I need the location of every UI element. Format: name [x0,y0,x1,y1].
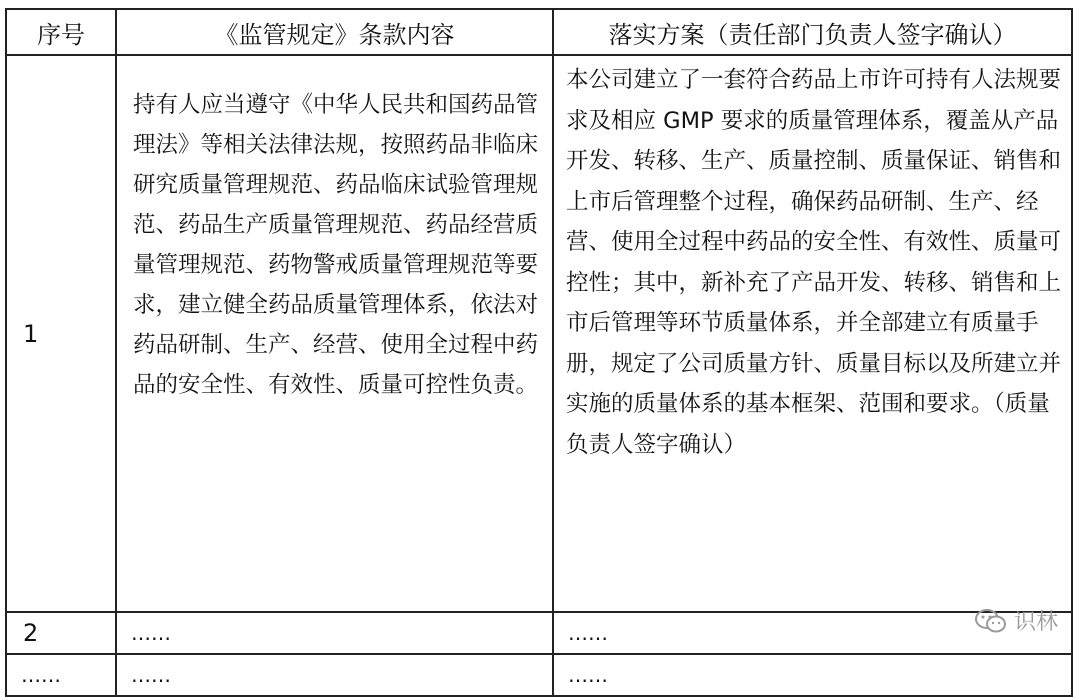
header-index: 序号 [6,9,116,55]
watermark-text: 识林 [1013,610,1058,635]
row-index-cell: 2 [6,612,116,654]
watermark [974,605,1058,636]
regulation-table [5,8,1073,697]
regulation-text-cell: …… [116,612,553,654]
header-regulation: 《监管规定》条款内容 [116,9,553,55]
table-row [6,55,1072,612]
plan-text-cell: 本公司建立了一套符合药品上市许可持有人法规要求及相应 GMP 要求的质量管理体系，覆盖从产品开发、转移、生产、质量控制、质量保证、销售和上市后管理整个过程，确保药品研制、生产、经营、使用全过程中药品的安全性、有效性、质量可控性；其中，新补充了产品开发、转移、销售和上市后管理等环节质量体系，并全部建立有质量手册，规定了公司质量方针、质量目标以及所建立并实施的质量体系的基本框架、范围和要求。（质量负责人签字确认） [553,55,1072,612]
row-index-cell: 1 [6,55,116,612]
table-header-row [6,9,1072,55]
plan-text-cell: …… [553,612,1072,654]
table-row [6,612,1072,654]
table-row [6,654,1072,696]
row-index-cell: …… [6,654,116,696]
regulation-text-cell: …… [116,654,553,696]
regulation-table-container [5,8,1071,697]
plan-text-cell: …… [553,654,1072,696]
wechat-icon [974,608,1008,634]
regulation-text-cell: 持有人应当遵守《中华人民共和国药品管理法》等相关法律法规，按照药品非临床研究质量管理规范、药品临床试验管理规范、药品生产质量管理规范、药品经营质量管理规范、药物警戒质量管理规范等要求，建立健全药品质量管理体系，依法对药品研制、生产、经营、使用全过程中药品的安全性、有效性、质量可控性负责。 [116,55,553,612]
header-plan: 落实方案（责任部门负责人签字确认） [553,9,1072,55]
